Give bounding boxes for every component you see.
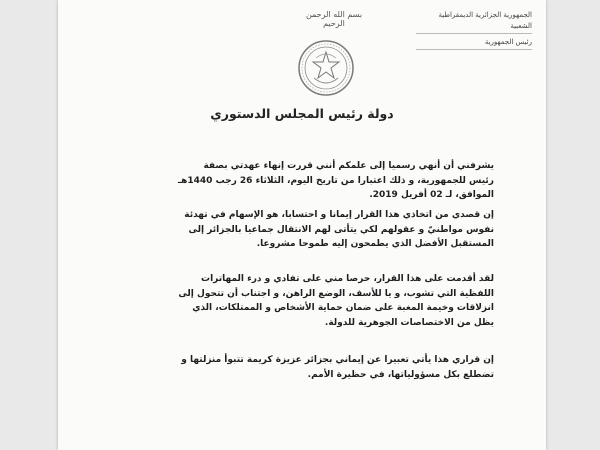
paragraph-3: لقد أقدمت على هذا القرار، حرصا مني على تفادي و درء المهاترات اللفظية التي تشوب، و يا للأسف، الوضع الراهن، و اجتناب أن تتحول إلى انزلاقات وخيمة المغبة على ضمان حماية الأشخاص و الممتلكات، الذي يظل من الاختصاصات الجوهرية للدولة. (178, 274, 494, 328)
paragraph-4: إن قراري هذا يأتي تعبيرا عن إيماني بجزائر عزيزة كريمة تتبوأ منزلتها و تضطلع بكل مسؤولياتها، في حظيرة الأمم. (181, 355, 494, 380)
letter-title: دولة رئيس المجلس الدستوري (210, 106, 394, 121)
issuer-header (416, 10, 532, 53)
issuer-line-president: رئيس الجمهورية (416, 37, 532, 50)
basmala: بسم الله الرحمن الرحيم (305, 10, 363, 28)
paragraph-1: يشرفني أن أنهي رسميا إلى علمكم أنني قررت إنهاء عهدتي بصفة رئيس للجمهورية، و ذلك اعتبارا من تاريخ اليوم، الثلاثاء 26 رجب 1440هـ الموافق، لـ 02 أفريل 2019. (178, 161, 494, 200)
letter-page (58, 0, 546, 450)
paragraph-2: إن قصدي من اتخاذي هذا القرار إيمانا و احتسابا، هو الإسهام في تهدئة نفوس مواطنيّ و عقولهم لكي يتأتى لهم الانتقال جماعيا بالجزائر إلى المستقبل الأفضل الذي يطمحون إليه طموحا مشروعا. (184, 210, 494, 249)
national-emblem-icon (296, 38, 356, 98)
issuer-line-state: الجمهورية الجزائرية الديمقراطية الشعبية (416, 10, 532, 34)
